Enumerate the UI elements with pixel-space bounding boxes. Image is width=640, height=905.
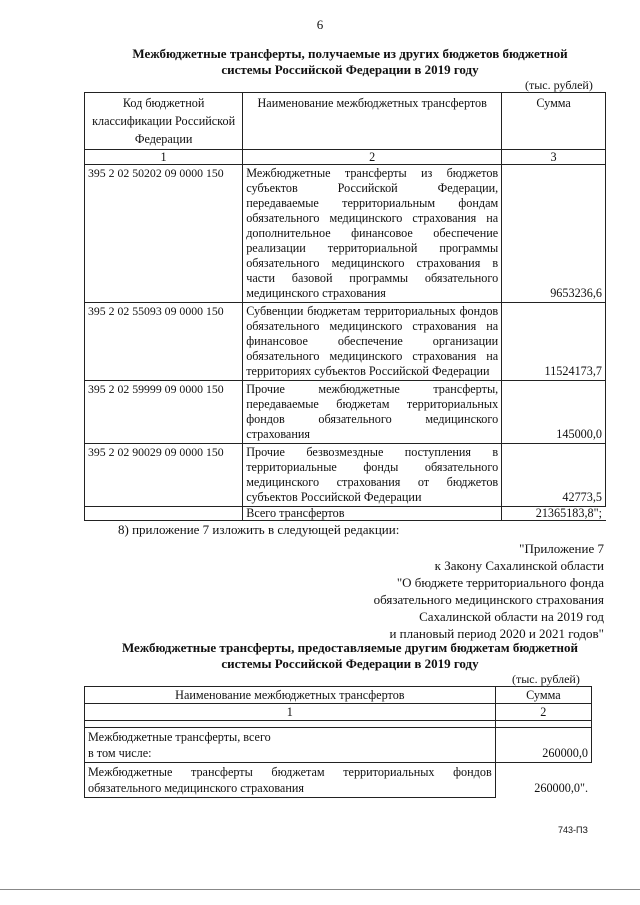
- header-name: Наименование межбюджетных трансфертов: [85, 687, 496, 704]
- incoming-transfers-table: [84, 92, 606, 521]
- header-sum: Сумма: [495, 687, 591, 704]
- row-code: 395 2 02 59999 09 0000 150: [85, 381, 243, 444]
- total-label: Всего трансфертов: [243, 507, 502, 521]
- column-number: 1: [85, 150, 243, 165]
- row-code: 395 2 02 90029 09 0000 150: [85, 444, 243, 507]
- table-row: [85, 165, 606, 303]
- row-name: Прочие безвозмездные поступления в территориальные фонды обязательного медицинского страхования от бюджетов субъектов Российской Федерации: [243, 444, 502, 507]
- page-bottom-edge: [0, 889, 640, 890]
- header-code: Код бюджетной классификации Российской Федерации: [85, 93, 243, 150]
- row-name: [85, 728, 496, 763]
- outgoing-transfers-table: [84, 686, 592, 798]
- appendix-line: и плановый период 2020 и 2021 годов": [389, 626, 604, 641]
- row-name: Субвенции бюджетам территориальных фондов обязательного медицинского страхования на финансовое обеспечение организации обязательного медицинского страхования на территориях субъектов Российской Федерации: [243, 303, 502, 381]
- column-number-row: [85, 150, 606, 165]
- document-code: 743-ПЗ: [558, 825, 588, 835]
- table-row: [85, 303, 606, 381]
- table-row: [85, 763, 592, 798]
- appendix-line: обязательного медицинского страхования: [373, 592, 604, 607]
- row-code: 395 2 02 50202 09 0000 150: [85, 165, 243, 303]
- amendment-item-8: 8) приложение 7 изложить в следующей редакции:: [118, 522, 400, 537]
- header-name: Наименование межбюджетных трансфертов: [243, 93, 502, 150]
- spacer-row: [85, 721, 592, 728]
- table-row: [85, 444, 606, 507]
- spacer-cell: [85, 721, 496, 728]
- section1-title-line2: системы Российской Федерации в 2019 году: [221, 62, 479, 77]
- appendix-line: к Закону Сахалинской области: [434, 558, 604, 573]
- section2-units: (тыс. рублей): [512, 672, 580, 686]
- row-name-line: в том числе:: [88, 746, 152, 760]
- row-name: [85, 763, 496, 798]
- row-name: Прочие межбюджетные трансферты, передаваемые бюджетам территориальных фондов обязательного медицинского страхования: [243, 381, 502, 444]
- column-number-row: [85, 704, 592, 721]
- row-sum: 145000,0: [502, 381, 606, 444]
- section2-title-line2: системы Российской Федерации в 2019 году: [221, 656, 479, 671]
- row-sum: 11524173,7: [502, 303, 606, 381]
- total-sum: 21365183,8";: [502, 507, 606, 521]
- section1-title: [110, 46, 590, 78]
- appendix-line: "О бюджете территориального фонда: [396, 575, 604, 590]
- row-name: Межбюджетные трансферты из бюджетов субъектов Российской Федерации, передаваемые территориальным фондам обязательного медицинского страхования на дополнительное финансовое обеспечение реализации территориальной программы обязательного медицинского страхования в части базовой программы обязательного медицинского страхования: [243, 165, 502, 303]
- row-sum: 260000,0".: [495, 763, 591, 798]
- header-sum: Сумма: [502, 93, 606, 150]
- table-header-row: [85, 93, 606, 150]
- appendix-line: Сахалинской области на 2019 год: [419, 609, 604, 624]
- column-number: 2: [495, 704, 591, 721]
- row-name-line: Межбюджетные трансферты, всего: [88, 730, 271, 744]
- row-sum: 9653236,6: [502, 165, 606, 303]
- total-row: [85, 507, 606, 521]
- section1-units: (тыс. рублей): [525, 78, 593, 92]
- appendix-header: [374, 540, 604, 642]
- appendix-line: "Приложение 7: [519, 541, 604, 556]
- section2-title: [110, 640, 590, 672]
- row-sum: 260000,0: [495, 728, 591, 763]
- section1-title-line1: Межбюджетные трансферты, получаемые из других бюджетов бюджетной: [132, 46, 568, 61]
- section2-title-line1: Межбюджетные трансферты, предоставляемые другим бюджетам бюджетной: [121, 640, 579, 655]
- row-sum: 42773,5: [502, 444, 606, 507]
- row-name-line: обязательного медицинского страхования: [88, 781, 304, 795]
- total-empty-cell: [85, 507, 243, 521]
- column-number: 1: [85, 704, 496, 721]
- spacer-cell: [495, 721, 591, 728]
- table-row: [85, 381, 606, 444]
- table-row: [85, 728, 592, 763]
- column-number: 3: [502, 150, 606, 165]
- column-number: 2: [243, 150, 502, 165]
- table-header-row: [85, 687, 592, 704]
- page-number: 6: [316, 17, 324, 32]
- row-name-line: Межбюджетные трансферты бюджетам территориальных фондов: [88, 765, 492, 779]
- row-code: 395 2 02 55093 09 0000 150: [85, 303, 243, 381]
